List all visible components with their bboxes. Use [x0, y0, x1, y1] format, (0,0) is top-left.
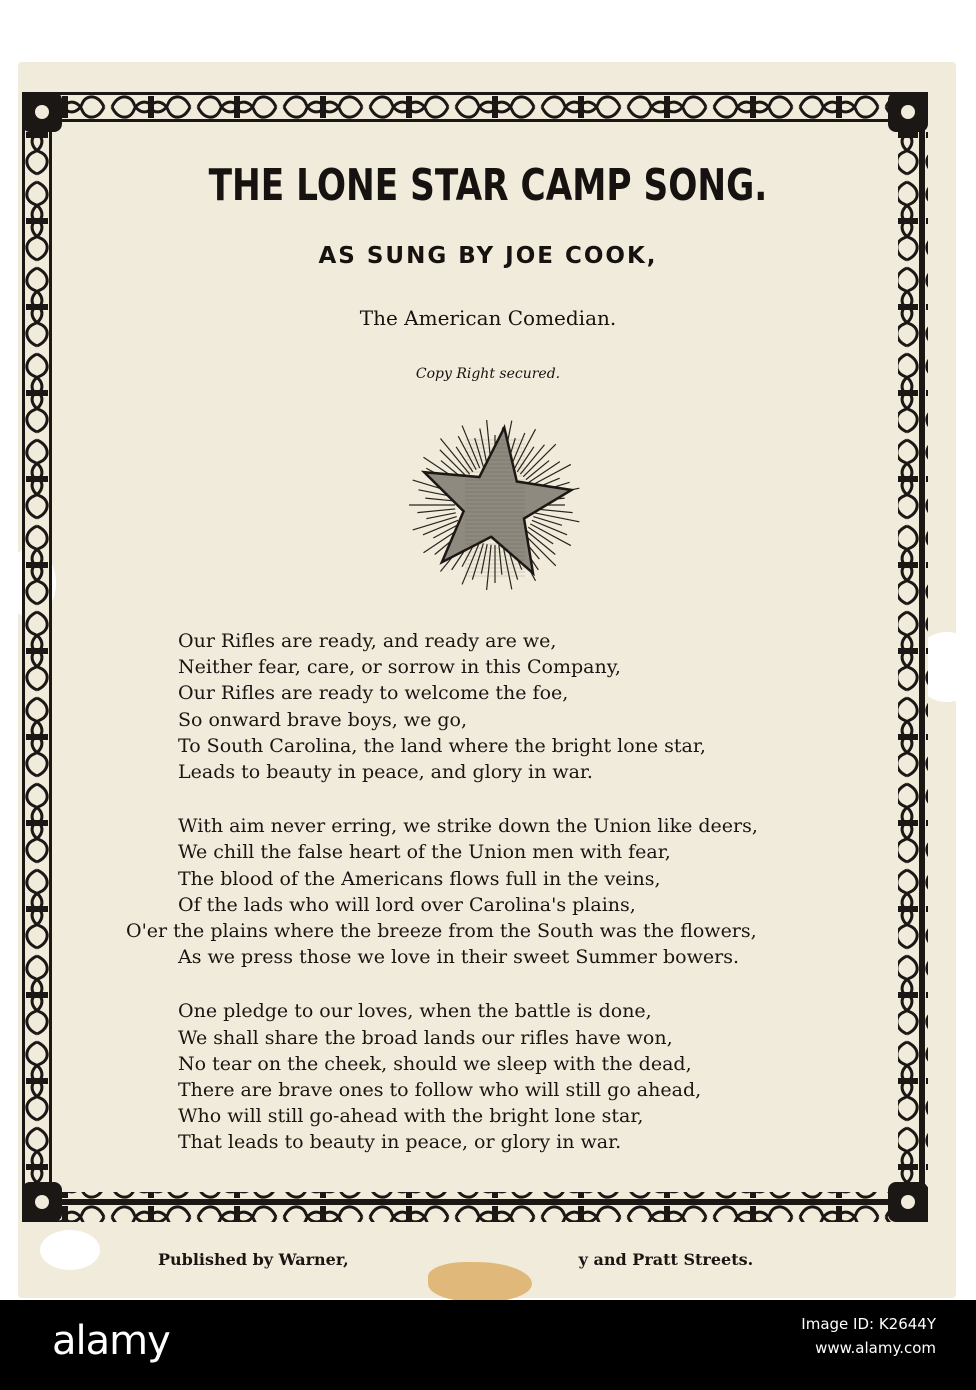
- lyric-line: Our Rifles are ready to welcome the foe,: [178, 682, 569, 705]
- lyric-line: One pledge to our loves, when the battle is done,: [178, 1000, 652, 1023]
- lyrics: [126, 628, 878, 1184]
- lyric-line: We shall share the broad lands our rifles have won,: [178, 1026, 673, 1049]
- lyric-line: Leads to beauty in peace, and glory in war.: [178, 761, 593, 784]
- publisher-line: [158, 1250, 753, 1269]
- lyric-line: O'er the plains where the breeze from the South was the flowers,: [126, 920, 757, 943]
- lyric-line: As we press those we love in their sweet Summer bowers.: [178, 946, 739, 969]
- stanza-3: [178, 998, 878, 1155]
- song-title: THE LONE STAR CAMP SONG.: [208, 160, 768, 211]
- lyric-line: The blood of the Americans flows full in the veins,: [178, 867, 661, 890]
- performer-tagline: The American Comedian.: [359, 306, 617, 330]
- publisher-right: y and Pratt Streets.: [578, 1250, 754, 1269]
- stanza-2: [126, 813, 878, 970]
- lyric-line: To South Carolina, the land where the bright lone star,: [178, 734, 706, 757]
- lyric-line: So onward brave boys, we go,: [178, 708, 467, 731]
- lyric-line: We chill the false heart of the Union men with fear,: [178, 841, 671, 864]
- watermark-logo: alamy: [52, 1318, 170, 1364]
- watermark-image-id: Image ID: K2644Y: [801, 1315, 936, 1333]
- lyric-line: There are brave ones to follow who will still go ahead,: [178, 1079, 702, 1102]
- lyric-line: Neither fear, care, or sorrow in this Company,: [178, 656, 621, 679]
- publisher-left: Published by Warner,: [158, 1250, 349, 1269]
- lyric-line: No tear on the cheek, should we sleep with the dead,: [178, 1052, 692, 1075]
- lyric-line: Our Rifles are ready, and ready are we,: [178, 630, 557, 652]
- stanza-1: [178, 628, 878, 785]
- copyright-notice: Copy Right secured.: [415, 366, 561, 382]
- lyric-line: Who will still go-ahead with the bright lone star,: [178, 1105, 644, 1128]
- watermark-info: [801, 1312, 936, 1360]
- lyric-line: That leads to beauty in peace, or glory in war.: [178, 1131, 622, 1154]
- tear-bottom: [40, 1230, 100, 1270]
- lyric-line: With aim never erring, we strike down the Union like deers,: [178, 815, 758, 838]
- performer-line: AS SUNG BY JOE COOK,: [318, 243, 658, 269]
- watermark-url: www.alamy.com: [815, 1339, 936, 1357]
- lyric-line: Of the lads who will lord over Carolina's plains,: [178, 893, 636, 916]
- lone-star-icon: [405, 420, 585, 590]
